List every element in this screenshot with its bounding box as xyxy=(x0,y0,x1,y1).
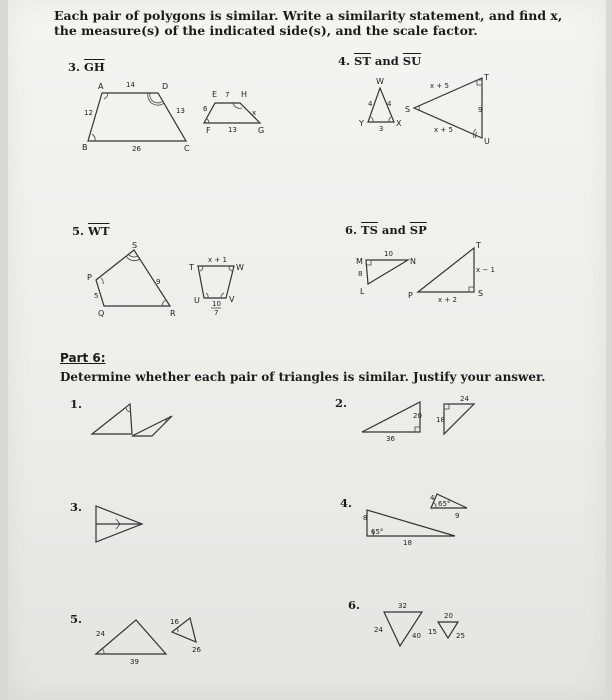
item2-triangle-b xyxy=(444,404,474,434)
vertex-p: P xyxy=(87,273,92,282)
vertex-f: F xyxy=(206,126,211,135)
item4-side-18: 18 xyxy=(403,539,412,547)
side-mn: 10 xyxy=(384,250,393,258)
side-sr: 9 xyxy=(156,278,161,286)
item5-angle-mark-a xyxy=(102,648,104,654)
vertex-v5: V xyxy=(229,295,235,304)
vertex-n: N xyxy=(410,257,416,266)
vertex-s5: S xyxy=(132,241,138,250)
part6-figure-4 xyxy=(363,490,493,550)
part6-item-1-number: 1. xyxy=(70,397,83,411)
vertex-y: Y xyxy=(359,119,364,128)
figure-3 xyxy=(78,75,278,155)
side-tu: 9 xyxy=(478,106,483,114)
vertex-r: R xyxy=(170,309,176,318)
side-ef: 6 xyxy=(203,105,208,113)
vertex-w: W xyxy=(376,77,384,86)
angle-mark-p xyxy=(101,278,103,284)
side-dc: 13 xyxy=(176,107,185,115)
vertex-x: X xyxy=(396,119,402,128)
problem-6-segment: $\overline{TS}$ xyxy=(361,223,378,237)
side-pq: 5 xyxy=(94,292,99,300)
vertex-c: C xyxy=(184,144,190,153)
part6-figure-3 xyxy=(88,500,178,550)
vertex-q: Q xyxy=(98,309,105,318)
problem-6-segment2: $\overline{SP}$ xyxy=(409,223,427,237)
item2-side-36: 36 xyxy=(386,435,395,443)
problem-6-joiner: and xyxy=(381,223,406,237)
item6-side-20: 20 xyxy=(444,612,453,620)
vertex-s: S xyxy=(405,105,411,114)
worksheet-page xyxy=(8,0,606,700)
side-tw: x + 1 xyxy=(208,256,227,264)
part6-item-6-number: 6. xyxy=(348,598,361,612)
part6-item-3-number: 3. xyxy=(70,500,83,514)
item4-angle-65-a: 65° xyxy=(371,528,384,536)
vertex-d: D xyxy=(162,82,169,91)
vertex-l: L xyxy=(360,287,365,296)
side-wy: 4 xyxy=(368,100,373,108)
problem-4-segment: $\overline{ST}$ xyxy=(354,54,371,68)
figure-6 xyxy=(348,238,508,318)
item6-side-40: 40 xyxy=(412,632,421,640)
side-uv-denominator: 7 xyxy=(214,309,219,317)
problem-5-label xyxy=(72,224,110,238)
item2-right-angle-a xyxy=(415,427,420,432)
vertex-e: E xyxy=(212,90,218,99)
item6-side-15: 15 xyxy=(428,628,437,636)
item4-side-8: 8 xyxy=(363,514,368,522)
vertex-u5: U xyxy=(194,296,200,305)
angle-mark-x xyxy=(389,117,391,122)
right-angle-t xyxy=(477,80,482,85)
problem-4-joiner: and xyxy=(374,54,399,68)
item5-side-39: 39 xyxy=(130,658,139,666)
instructions-text: Each pair of polygons is similar. Write a similarity statement, and find x, the measure(s) of the indicated side(s), and the scale factor. xyxy=(54,8,563,38)
problem-3-segment: $\overline{GH}$ xyxy=(84,60,105,74)
item5-side-16: 16 xyxy=(170,618,179,626)
item5-side-26: 26 xyxy=(192,646,201,654)
part6-figure-1 xyxy=(88,398,188,443)
vertex-m: M xyxy=(356,257,363,266)
side-eh: 7 xyxy=(225,91,230,99)
side-ad: 14 xyxy=(126,81,135,89)
side-yx: 3 xyxy=(379,125,384,133)
angle-mark-y xyxy=(371,117,373,122)
side-uv-numerator: 10 xyxy=(212,300,221,308)
side-hg: x xyxy=(252,109,257,117)
item6-side-25: 25 xyxy=(456,632,465,640)
problem-5-segment: $\overline{WT}$ xyxy=(88,224,110,238)
angle-mark-u xyxy=(473,129,477,138)
problem-5-number: 5. xyxy=(72,224,85,238)
vertex-t: T xyxy=(484,73,489,82)
item1-triangle-b xyxy=(132,416,172,436)
vertex-s6: S xyxy=(478,289,484,298)
item6-triangle-a xyxy=(384,612,422,646)
item4-angle-65-b: 65° xyxy=(438,500,451,508)
side-ab: 12 xyxy=(84,109,93,117)
part6-figure-2 xyxy=(358,394,498,444)
item6-triangle-b xyxy=(438,622,458,638)
angle-marks-t-w xyxy=(200,266,232,271)
right-angle-s xyxy=(469,287,474,292)
angle-mark-b xyxy=(92,134,95,141)
side-bc: 26 xyxy=(132,145,141,153)
triangle-mnl xyxy=(366,260,408,284)
vertex-h: H xyxy=(241,90,248,99)
part6-figure-6 xyxy=(370,598,500,658)
item5-angle-mark-b xyxy=(177,628,178,632)
side-ts: x − 1 xyxy=(476,266,495,274)
vertex-g: G xyxy=(258,126,265,135)
part6-figure-5 xyxy=(90,612,220,672)
angle-mark-a xyxy=(104,93,108,99)
item5-side-24: 24 xyxy=(96,630,105,638)
problem-4-number: 4. xyxy=(338,54,351,68)
triangle-tps xyxy=(418,248,474,292)
quad-twvu xyxy=(198,266,234,298)
figure-4 xyxy=(348,72,508,152)
vertex-a: A xyxy=(98,82,104,91)
side-wx: 4 xyxy=(387,100,392,108)
item4-side-9: 9 xyxy=(455,512,460,520)
side-su: x + 5 xyxy=(434,126,453,134)
vertex-p6: P xyxy=(408,291,413,300)
item2-triangle-a xyxy=(362,402,420,432)
vertex-t5: T xyxy=(189,263,194,272)
side-ml: 8 xyxy=(358,270,363,278)
side-st: x + 5 xyxy=(430,82,449,90)
trapezoid-abcd xyxy=(88,93,186,141)
item4-side-4: 4 xyxy=(430,494,435,502)
vertex-t6: T xyxy=(476,241,481,250)
problem-6-label xyxy=(345,223,427,237)
part-6-heading: Part 6: xyxy=(60,351,106,365)
problem-6-number: 6. xyxy=(345,223,358,237)
problem-4-segment2: $\overline{SU}$ xyxy=(402,54,422,68)
angle-marks-u-v xyxy=(206,293,224,298)
problem-3-number: 3. xyxy=(68,60,81,74)
side-ps: x + 2 xyxy=(438,296,457,304)
item2-side-20: 20 xyxy=(413,412,422,420)
item2-side-18: 18 xyxy=(436,416,445,424)
figure-5 xyxy=(84,240,284,320)
side-fg: 13 xyxy=(228,126,237,134)
part-6-instruction: Determine whether each pair of triangles is similar. Justify your answer. xyxy=(60,370,546,384)
item6-side-24: 24 xyxy=(374,626,383,634)
part6-item-2-number: 2. xyxy=(335,396,348,410)
item5-triangle-a xyxy=(96,620,166,654)
part6-item-4-number: 4. xyxy=(340,496,353,510)
vertex-w5: W xyxy=(236,263,244,272)
part6-item-5-number: 5. xyxy=(70,612,83,626)
problem-3-label xyxy=(68,60,105,74)
item2-side-24: 24 xyxy=(460,395,469,403)
angle-mark-r xyxy=(162,300,166,306)
vertex-b: B xyxy=(82,143,88,152)
item2-right-angle-b xyxy=(444,404,449,409)
item4-angle-mark-b xyxy=(434,503,436,508)
vertex-u: U xyxy=(484,137,490,146)
problem-4-label xyxy=(338,54,421,68)
item6-side-32: 32 xyxy=(398,602,407,610)
